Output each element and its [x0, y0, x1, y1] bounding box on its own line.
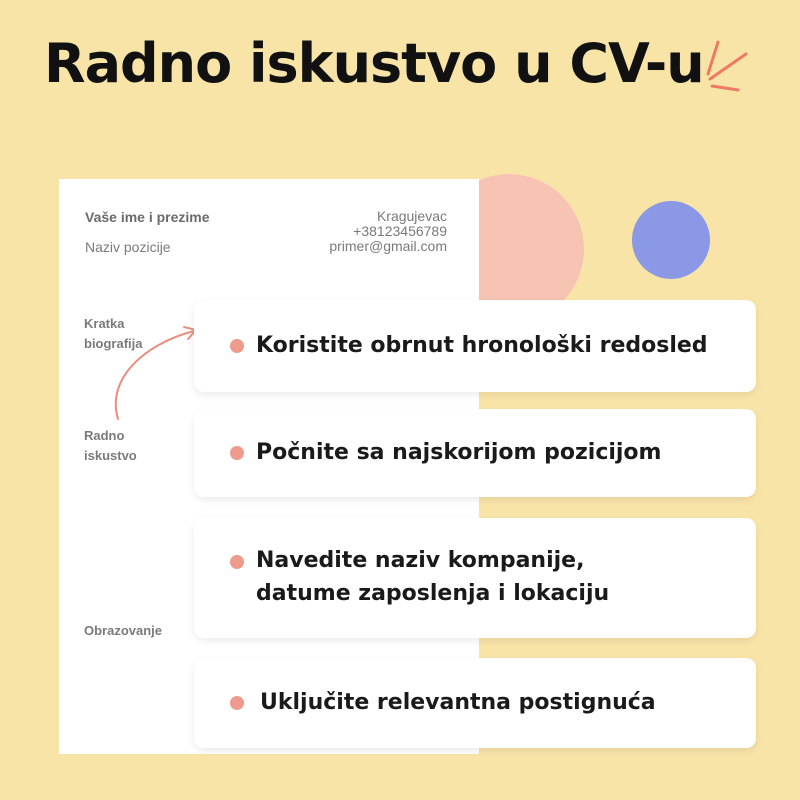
bullet-dot-icon	[230, 446, 244, 460]
cv-position: Naziv pozicije	[85, 239, 171, 255]
cv-section-bio-line1: Kratka	[84, 316, 125, 331]
bullet-dot-icon	[230, 696, 244, 710]
page-title: Radno iskustvo u CV-u	[44, 32, 704, 95]
blue-circle-decoration	[632, 201, 710, 279]
tip-card	[194, 300, 756, 392]
tip-text	[256, 329, 708, 362]
tip-line: Koristite obrnut hronološki redosled	[256, 333, 708, 358]
cv-name: Vaše ime i prezime	[85, 209, 210, 225]
tip-card	[194, 658, 756, 748]
tip-text	[256, 544, 609, 610]
cv-section-work-line2: iskustvo	[84, 448, 137, 463]
tip-card	[194, 409, 756, 497]
tip-line: Počnite sa najskorijom pozicijom	[256, 440, 662, 465]
cv-city: Kragujevac	[376, 208, 447, 224]
tip-line: Uključite relevantna postignuća	[260, 690, 656, 715]
tip-text	[256, 436, 661, 469]
cv-section-education: Obrazovanje	[84, 623, 163, 638]
spark-decoration-icon	[694, 34, 764, 104]
cv-contact	[329, 209, 447, 254]
infographic-background	[4, 4, 796, 796]
cv-phone: +38123456789	[353, 223, 447, 239]
tip-line: datume zaposlenja i lokaciju	[256, 581, 610, 606]
tip-card	[194, 518, 756, 638]
cv-section-bio-line2: biografija	[84, 336, 143, 351]
bullet-dot-icon	[230, 339, 244, 353]
cv-section-work	[84, 426, 137, 466]
cv-email: primer@gmail.com	[329, 238, 447, 254]
bullet-dot-icon	[230, 555, 244, 569]
tip-line: Navedite naziv kompanije,	[256, 548, 585, 573]
cv-section-work-line1: Radno	[84, 428, 125, 443]
tip-text	[260, 686, 656, 719]
